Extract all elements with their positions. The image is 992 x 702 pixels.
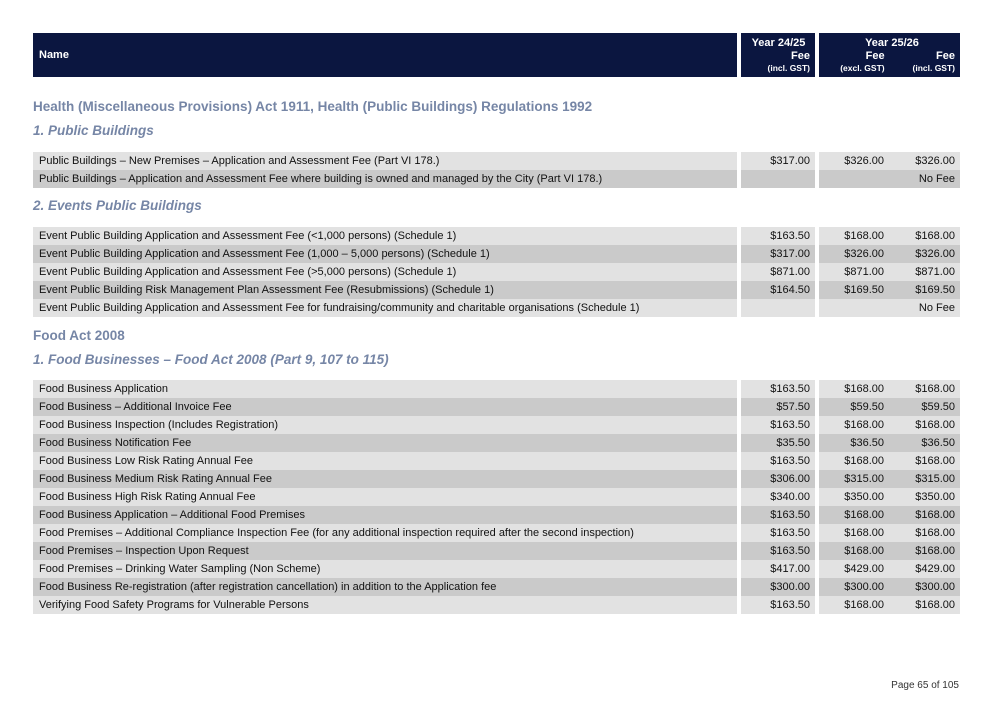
fee-2526-excl: $59.50: [819, 398, 887, 416]
table-row: [33, 170, 960, 188]
table-row: [33, 470, 960, 488]
fee-2526-excl: $169.50: [819, 281, 887, 299]
header-year2-fee-excl: Fee: [865, 50, 885, 62]
fee-2425-incl: $317.00: [741, 152, 815, 170]
fee-2425-incl: $317.00: [741, 245, 815, 263]
subsection-title-events-public-buildings: 2. Events Public Buildings: [33, 198, 202, 213]
fee-2526-incl: $168.00: [887, 506, 960, 524]
fee-2526-incl: $168.00: [887, 452, 960, 470]
header-year-2526: [819, 33, 960, 77]
fee-2526-incl: $168.00: [887, 227, 960, 245]
fee-schedule-page: [33, 33, 960, 614]
table-row: [33, 263, 960, 281]
fee-2425-incl: $163.50: [741, 542, 815, 560]
table-row: [33, 398, 960, 416]
header-year2-excl-gst: (excl. GST): [840, 63, 885, 73]
fee-2526-excl: $168.00: [819, 452, 887, 470]
fee-2425-incl: $163.50: [741, 596, 815, 614]
fee-2425-incl: $340.00: [741, 488, 815, 506]
header-name-label: Name: [39, 49, 69, 61]
fee-2526-excl: $168.00: [819, 416, 887, 434]
fee-2526-incl: $429.00: [887, 560, 960, 578]
fee-2526-excl: $168.00: [819, 506, 887, 524]
fee-2526-excl: $350.00: [819, 488, 887, 506]
header-year1-fee: Fee: [791, 50, 810, 62]
header-year2-incl-gst: (incl. GST): [912, 63, 955, 73]
fee-2526-excl: [819, 299, 887, 317]
fee-name: Food Business – Additional Invoice Fee: [33, 398, 737, 416]
fee-2526-incl: $169.50: [887, 281, 960, 299]
fee-2526-incl: $315.00: [887, 470, 960, 488]
header-year2-fee-incl: Fee: [936, 50, 955, 62]
fee-name: Public Buildings – Application and Assessment Fee where building is owned and managed by the City (Part VI 178.): [33, 170, 737, 188]
section-title-health: Health (Miscellaneous Provisions) Act 1911, Health (Public Buildings) Regulations 1992: [33, 99, 593, 114]
fee-2526-excl: $429.00: [819, 560, 887, 578]
fee-name: Food Business Medium Risk Rating Annual Fee: [33, 470, 737, 488]
table-events-public-buildings: [33, 227, 960, 317]
fee-2526-incl: $168.00: [887, 542, 960, 560]
fee-2526-excl: $300.00: [819, 578, 887, 596]
table-row: [33, 524, 960, 542]
fee-2526-incl: $59.50: [887, 398, 960, 416]
fee-2425-incl: $163.50: [741, 380, 815, 398]
fee-2526-incl: $36.50: [887, 434, 960, 452]
fee-2526-incl: $300.00: [887, 578, 960, 596]
fee-2526-incl: $871.00: [887, 263, 960, 281]
fee-name: Food Business Application: [33, 380, 737, 398]
table-row: [33, 152, 960, 170]
table-row: [33, 578, 960, 596]
table-row: [33, 227, 960, 245]
fee-2526-excl: $326.00: [819, 245, 887, 263]
fee-name: Food Business Inspection (Includes Registration): [33, 416, 737, 434]
fee-name: Event Public Building Application and Assessment Fee for fundraising/community and charitable organisations (Schedule 1): [33, 299, 737, 317]
table-row: [33, 281, 960, 299]
fee-2425-incl: $57.50: [741, 398, 815, 416]
table-row: [33, 299, 960, 317]
fee-2526-excl: $871.00: [819, 263, 887, 281]
fee-name: Public Buildings – New Premises – Application and Assessment Fee (Part VI 178.): [33, 152, 737, 170]
fee-2526-excl: $36.50: [819, 434, 887, 452]
fee-2526-incl: $168.00: [887, 416, 960, 434]
fee-name: Food Premises – Drinking Water Sampling (Non Scheme): [33, 560, 737, 578]
fee-2526-excl: $168.00: [819, 380, 887, 398]
fee-2526-incl: $168.00: [887, 524, 960, 542]
fee-2425-incl: $300.00: [741, 578, 815, 596]
fee-2526-incl: $326.00: [887, 152, 960, 170]
fee-2526-excl: $168.00: [819, 227, 887, 245]
fee-2526-excl: $326.00: [819, 152, 887, 170]
fee-name: Event Public Building Application and Assessment Fee (<1,000 persons) (Schedule 1): [33, 227, 737, 245]
table-row: [33, 380, 960, 398]
fee-2425-incl: $871.00: [741, 263, 815, 281]
table-row: [33, 416, 960, 434]
subsection-title-food-businesses: 1. Food Businesses – Food Act 2008 (Part 9, 107 to 115): [33, 352, 389, 367]
table-row: [33, 506, 960, 524]
fee-2425-incl: $163.50: [741, 506, 815, 524]
table-food-businesses: [33, 380, 960, 614]
fee-2425-incl: $163.50: [741, 452, 815, 470]
header-year2-label: Year 25/26: [865, 37, 919, 49]
subsection-title-public-buildings: 1. Public Buildings: [33, 123, 154, 138]
fee-2526-excl: $168.00: [819, 542, 887, 560]
fee-2526-incl: No Fee: [887, 170, 960, 188]
fee-2526-incl: $168.00: [887, 380, 960, 398]
fee-name: Event Public Building Risk Management Plan Assessment Fee (Resubmissions) (Schedule 1): [33, 281, 737, 299]
fee-2425-incl: $163.50: [741, 416, 815, 434]
fee-2526-incl: $350.00: [887, 488, 960, 506]
fee-name: Food Premises – Inspection Upon Request: [33, 542, 737, 560]
fee-2425-incl: $306.00: [741, 470, 815, 488]
fee-name: Food Business Application – Additional Food Premises: [33, 506, 737, 524]
table-row: [33, 452, 960, 470]
table-row: [33, 488, 960, 506]
fee-name: Food Premises – Additional Compliance Inspection Fee (for any additional inspection required after the second inspection): [33, 524, 737, 542]
fee-2425-incl: [741, 170, 815, 188]
fee-2526-incl: $326.00: [887, 245, 960, 263]
fee-2526-excl: $168.00: [819, 596, 887, 614]
fee-2425-incl: [741, 299, 815, 317]
table-public-buildings: [33, 152, 960, 188]
header-year1-gst: (incl. GST): [767, 63, 810, 73]
fee-name: Event Public Building Application and Assessment Fee (>5,000 persons) (Schedule 1): [33, 263, 737, 281]
fee-2425-incl: $163.50: [741, 227, 815, 245]
fee-2526-excl: $315.00: [819, 470, 887, 488]
section-title-food-act: Food Act 2008: [33, 328, 125, 343]
fee-2425-incl: $163.50: [741, 524, 815, 542]
header-year-2425: [741, 33, 815, 77]
fee-name: Food Business Low Risk Rating Annual Fee: [33, 452, 737, 470]
fee-2526-excl: [819, 170, 887, 188]
fee-2425-incl: $35.50: [741, 434, 815, 452]
fee-name: Event Public Building Application and Assessment Fee (1,000 – 5,000 persons) (Schedule 1): [33, 245, 737, 263]
fee-name: Food Business High Risk Rating Annual Fee: [33, 488, 737, 506]
table-row: [33, 245, 960, 263]
fee-name: Food Business Notification Fee: [33, 434, 737, 452]
fee-2526-incl: $168.00: [887, 596, 960, 614]
fee-2425-incl: $417.00: [741, 560, 815, 578]
fee-2526-excl: $168.00: [819, 524, 887, 542]
page-number: Page 65 of 105: [891, 680, 959, 691]
table-row: [33, 596, 960, 614]
table-row: [33, 542, 960, 560]
fee-name: Food Business Re-registration (after registration cancellation) in addition to the Application fee: [33, 578, 737, 596]
fee-2526-incl: No Fee: [887, 299, 960, 317]
fee-2425-incl: $164.50: [741, 281, 815, 299]
table-row: [33, 434, 960, 452]
header-year1-label: Year 24/25: [751, 37, 806, 49]
header-name: [33, 33, 737, 77]
table-row: [33, 560, 960, 578]
table-header: [33, 33, 960, 77]
fee-name: Verifying Food Safety Programs for Vulnerable Persons: [33, 596, 737, 614]
